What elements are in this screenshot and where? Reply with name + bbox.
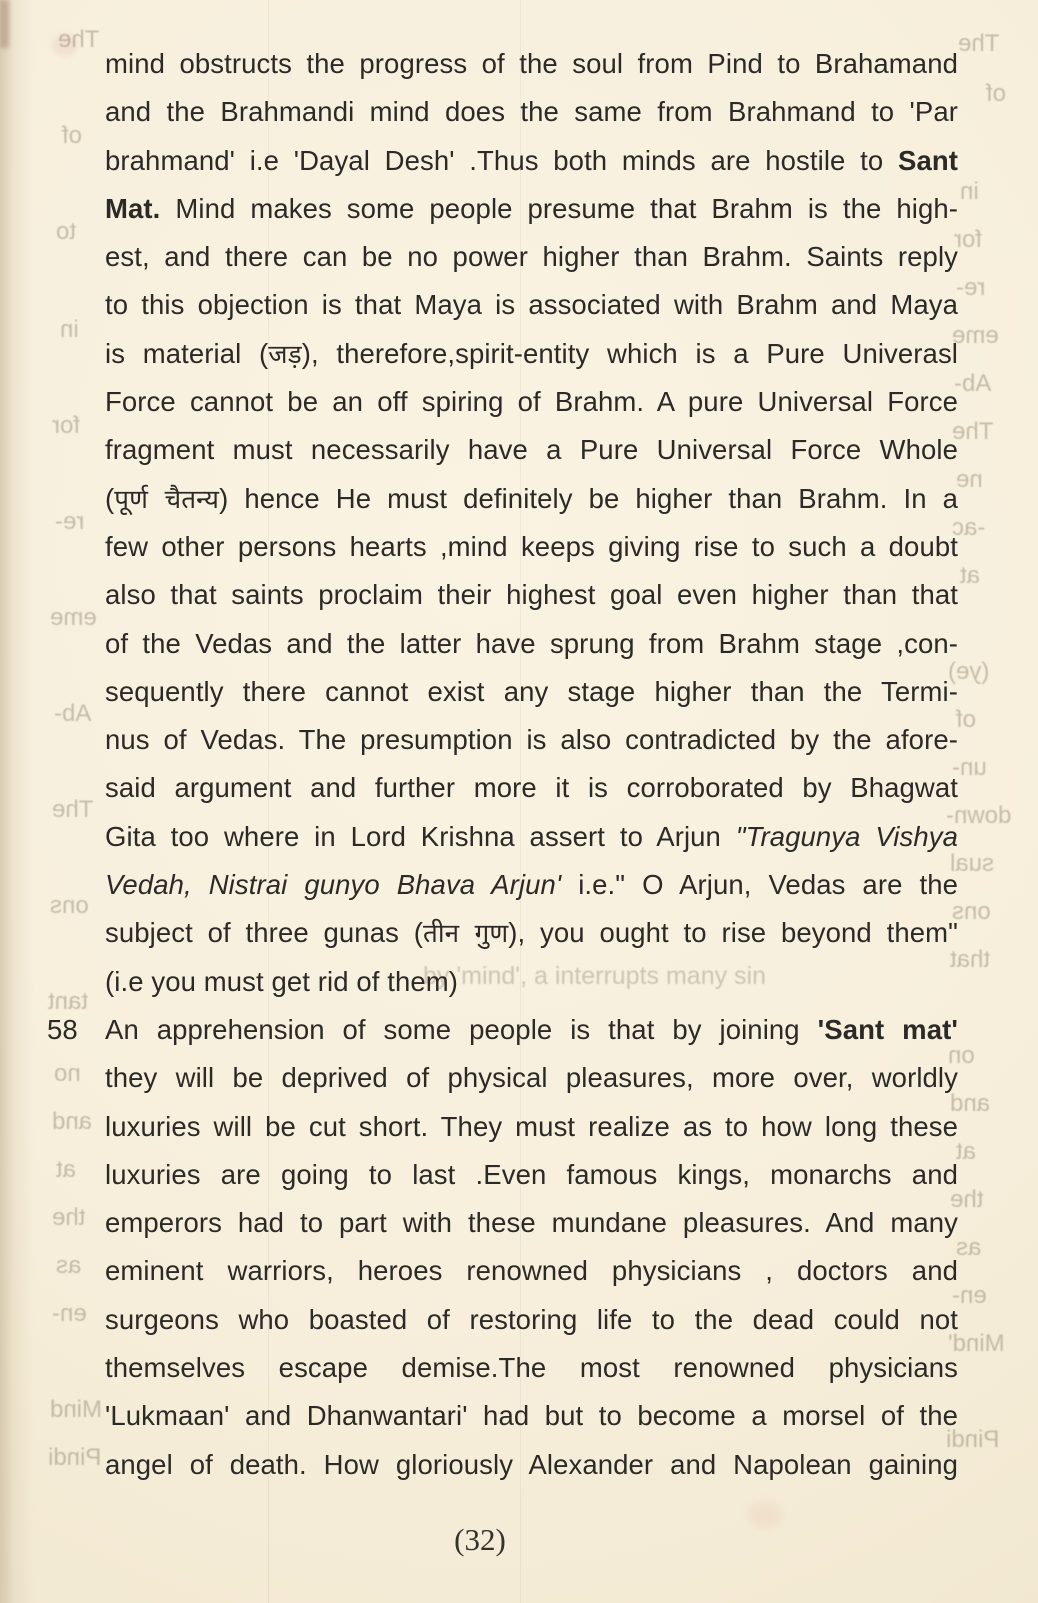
text-line — [105, 475, 958, 523]
text-segment: 'Lukmaan' and Dhanwantari' had but to become a morsel of the — [105, 1400, 958, 1432]
bleedthrough-fragment: Pindi — [946, 1426, 1000, 1453]
bleedthrough-fragment: en- — [952, 1282, 987, 1309]
text-line — [105, 909, 958, 957]
page-number: (32) — [454, 1522, 506, 1557]
text-line — [105, 716, 958, 764]
text-line — [105, 88, 958, 136]
bleedthrough-fragment: (ye) — [948, 658, 990, 685]
text-segment: to this objection is that Maya is associated with Brahm and Maya — [105, 289, 958, 321]
text-segment: is material ( — [105, 337, 269, 369]
bleedthrough-fragment: by 'mind', a interrupts many sin — [423, 962, 767, 990]
bleedthrough-fragment: ons — [50, 892, 89, 919]
paragraph-number: 58 — [47, 1013, 78, 1045]
bleedthrough-fragment: The — [58, 26, 100, 53]
text-segment: fragment must necessarily have a Pure Universal Force Whole — [105, 434, 958, 466]
bleedthrough-fragment: at — [956, 1138, 977, 1165]
paper-stain — [52, 34, 78, 56]
bleedthrough-fragment: ons — [952, 898, 991, 925]
corner-scan-mark — [0, 0, 9, 48]
bleedthrough-fragment: at — [960, 562, 981, 589]
bleedthrough-fragment: ne — [956, 466, 983, 493]
bleedthrough-fragment: to — [56, 218, 77, 245]
text-segment: sequently there cannot exist any stage higher than the Termi- — [105, 675, 958, 707]
bleedthrough-fragment: in — [60, 316, 79, 343]
bleedthrough-fragment: as — [956, 1234, 982, 1261]
text-segment: also that saints proclaim their highest goal even higher than that — [105, 579, 958, 611]
text-line — [105, 1247, 958, 1295]
text-line — [105, 40, 958, 88]
bleedthrough-fragment: Mind' — [948, 1330, 1005, 1357]
bleedthrough-fragment: on — [948, 1042, 975, 1069]
text-line — [105, 330, 958, 378]
bleedthrough-fragment: tant — [48, 988, 89, 1015]
text-line — [105, 668, 958, 716]
bleedthrough-fragment: The — [52, 796, 94, 823]
text-line — [105, 571, 958, 619]
devanagari-phrase: जड़ — [268, 339, 302, 370]
text-segment: Force cannot be an off spiring of Brahm. A pure Universal Force — [105, 386, 958, 418]
text-segment: Sant — [898, 144, 958, 176]
text-segment: of the Vedas and the latter have sprung from Brahm stage ,con- — [105, 627, 958, 659]
text-line — [47, 1006, 958, 1054]
text-segment: est, and there can be no power higher than Brahm. Saints reply — [105, 241, 958, 273]
text-line — [105, 1054, 958, 1102]
text-line — [105, 426, 958, 474]
text-segment: ), you ought to rise beyond them" — [508, 917, 958, 949]
bleedthrough-fragment: in — [960, 178, 979, 205]
devanagari-phrase: तीन गुण — [423, 919, 509, 950]
text-segment: brahmand' i.e 'Dayal Desh' .Thus both minds are hostile to — [105, 144, 898, 176]
bleedthrough-fragment: and — [52, 1108, 93, 1135]
bleedthrough-fragment: and — [950, 1090, 991, 1117]
text-line — [105, 378, 958, 426]
bleedthrough-fragment: the — [52, 1204, 86, 1231]
bleedthrough-fragment: of — [62, 122, 83, 149]
text-segment: ( — [105, 482, 115, 514]
bleedthrough-fragment: at — [56, 1156, 77, 1183]
text-line — [105, 1199, 958, 1247]
bleedthrough-fragment: Pindi — [48, 1444, 102, 1471]
text-segment: (i.e you must get rid of them) — [105, 965, 458, 997]
text-segment: Mat. — [105, 192, 161, 224]
text-segment: i.e." O Arjun, Vedas are the — [561, 869, 958, 901]
text-segment: emperors had to part with these mundane pleasures. And many — [105, 1207, 958, 1239]
text-line — [105, 233, 958, 281]
text-segment: ), therefore,spirit-entity which is a Pure Univerasl — [301, 337, 959, 369]
text-line — [105, 281, 958, 329]
text-segment: luxuries will be cut short. They must realize as to how long these — [105, 1110, 958, 1142]
text-line — [105, 1296, 958, 1344]
bleedthrough-fragment: the — [950, 1186, 984, 1213]
text-segment: themselves escape demise.The most renowned physicians — [105, 1352, 958, 1384]
text-line — [105, 764, 958, 812]
text-line — [105, 1151, 958, 1199]
bleedthrough-fragment: en- — [52, 1300, 87, 1327]
text-line — [105, 523, 958, 571]
bleedthrough-fragment: re- — [956, 274, 986, 301]
text-segment: nus of Vedas. The presumption is also contradicted by the afore- — [105, 724, 958, 756]
bleedthrough-fragment: The — [958, 30, 1000, 57]
text-line — [105, 620, 958, 668]
bleedthrough-fragment: re- — [55, 508, 85, 535]
bleedthrough-fragment: down- — [946, 802, 1012, 829]
text-line — [105, 1103, 958, 1151]
bleedthrough-fragment: sual — [950, 850, 995, 877]
text-segment: angel of death. How gloriously Alexander and Napolean gaining — [105, 1448, 958, 1480]
text-segment: Gita too where in Lord Krishna assert to Arjun — [105, 820, 736, 852]
bleedthrough-fragment: as — [56, 1252, 82, 1279]
bleedthrough-fragment: Ab- — [954, 370, 992, 397]
text-segment: luxuries are going to last .Even famous kings, monarchs and — [105, 1158, 958, 1190]
text-segment: 'Sant mat' — [817, 1013, 958, 1045]
text-segment: ) hence He must definitely be higher than Brahm. In a — [219, 482, 958, 514]
text-segment: Mind makes some people presume that Brahm is the high- — [160, 192, 958, 224]
text-segment: eminent warriors, heroes renowned physicians , doctors and — [105, 1255, 958, 1287]
text-segment: subject of three gunas ( — [105, 917, 423, 949]
bleedthrough-fragment: Mind — [50, 1396, 103, 1423]
text-line — [105, 137, 958, 185]
bleedthrough-fragment: un- — [952, 754, 987, 781]
text-segment: few other persons hearts ,mind keeps giving rise to such a doubt — [105, 530, 958, 562]
bleedthrough-fragment: Ab- — [54, 700, 92, 727]
bleedthrough-fragment: no — [54, 1060, 81, 1087]
text-segment: "Tragunya Vishya — [735, 820, 958, 852]
bleedthrough-fragment: of — [986, 80, 1007, 107]
bleedthrough-fragment: that — [950, 946, 991, 973]
text-line — [105, 861, 958, 909]
text-segment: and the Brahmandi mind does the same from Brahmand to 'Par — [105, 96, 958, 128]
bleedthrough-fragment: -ac — [952, 514, 986, 541]
text-segment: Vedah, Nistrai gunyo Bhava Arjun' — [105, 869, 562, 901]
text-segment: said argument and further more it is corroborated by Bhagwat — [105, 772, 958, 804]
bleedthrough-fragment: for — [52, 412, 81, 439]
bleedthrough-fragment: of — [956, 706, 977, 733]
paper-edge-shadow — [0, 0, 34, 1603]
text-line — [105, 185, 958, 233]
bleedthrough-fragment: eme — [952, 322, 999, 349]
text-segment: surgeons who boasted of restoring life to the dead could not — [105, 1303, 958, 1335]
text-line — [105, 1441, 958, 1489]
text-segment: An apprehension of some people is that by joining — [105, 1013, 818, 1045]
text-line — [105, 1344, 958, 1392]
bleedthrough-fragment: eme — [50, 604, 97, 631]
text-line — [105, 1392, 958, 1440]
text-line — [105, 958, 958, 1006]
bleedthrough-fragment: The — [952, 418, 994, 445]
text-line — [105, 813, 958, 861]
text-segment: mind obstructs the progress of the soul from Pind to Brahamand — [105, 48, 958, 79]
bleedthrough-fragment: for — [954, 226, 983, 253]
devanagari-phrase: पूर्ण चैतन्य — [114, 484, 220, 515]
text-segment: they will be deprived of physical pleasures, more over, worldly — [105, 1062, 958, 1094]
